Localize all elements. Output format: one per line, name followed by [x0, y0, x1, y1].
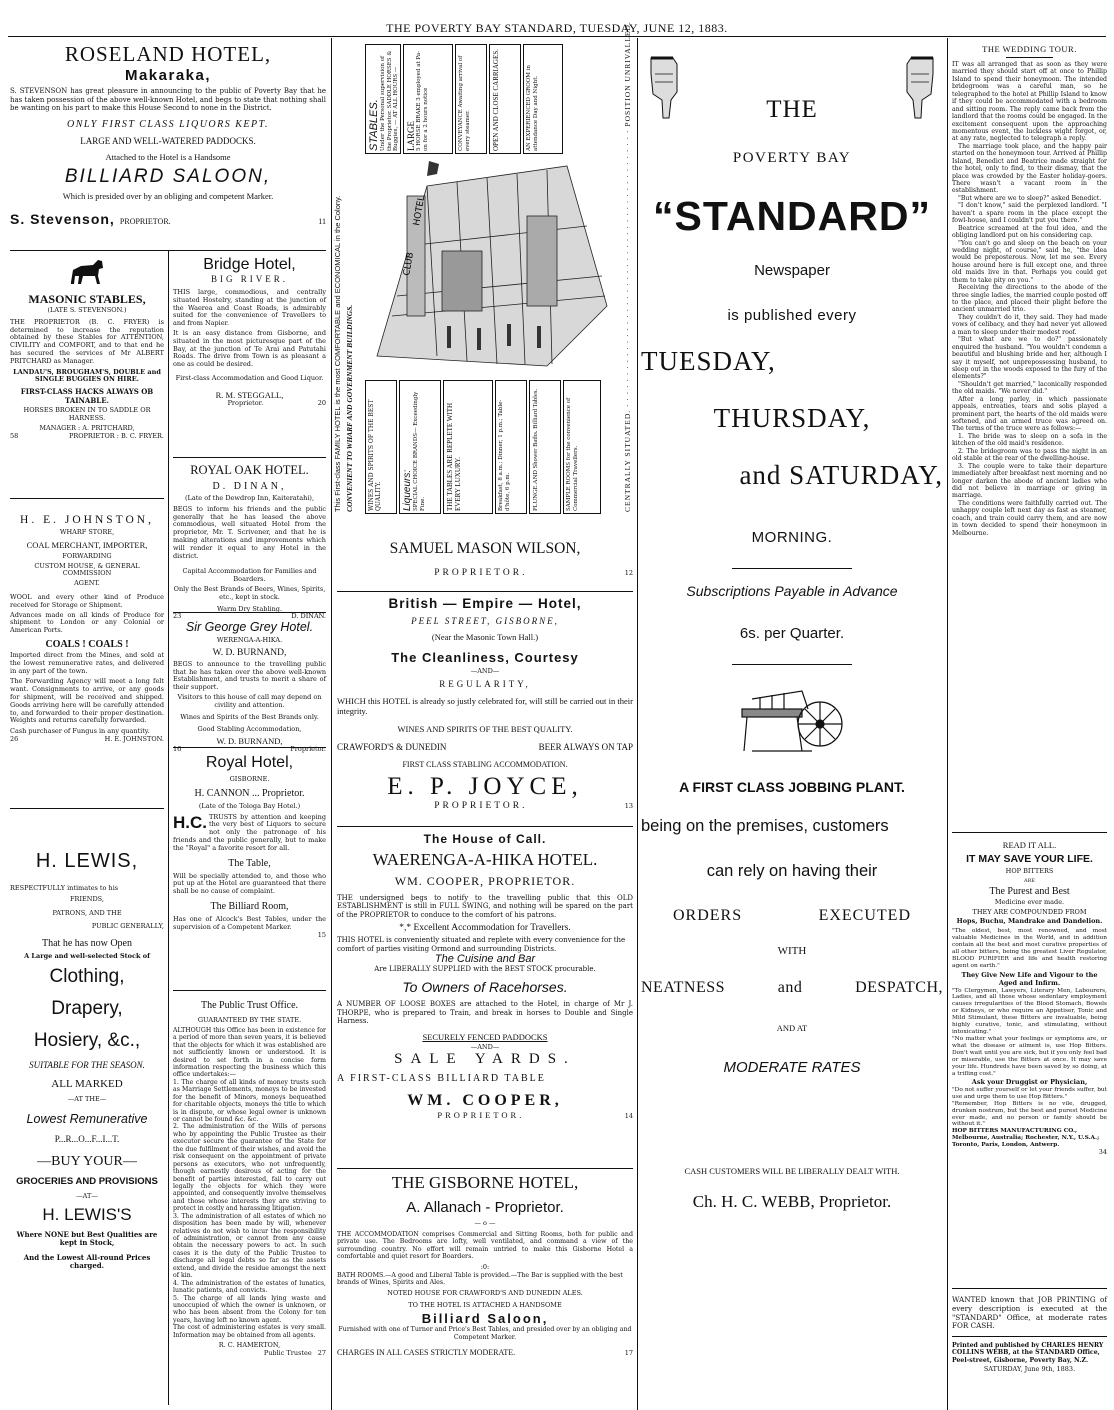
standard-cash: CASH CUSTOMERS WILL BE LIBERALLY DEALT WITH.	[684, 1166, 900, 1176]
brake-box	[403, 44, 453, 154]
standard-jobbing: A FIRST CLASS JOBBING PLANT.	[679, 779, 905, 795]
lewis-where: Where NONE but Best Qualities are kept in Stock,	[16, 1229, 158, 1248]
gisborne-furnished: Furnished with one of Turner and Price's Best Tables, and presided over by an obliging and Competent Marker.	[338, 1326, 632, 1342]
column-rule	[637, 38, 638, 1410]
hop-hop: HOP BITTERS	[1005, 867, 1054, 875]
trust-title: The Public Trust Office.	[200, 1000, 299, 1011]
masonic-proprietor: PROPRIETOR : B. C. FRYER.	[68, 431, 164, 440]
masonic-hacks: FIRST-CLASS HACKS ALWAYS OB TAINABLE.	[20, 387, 154, 405]
engraving-sign-club: CLUB	[402, 251, 417, 277]
gisborne-hotel-ad: THE GISBORNE HOTEL, A. Allanach - Proprietor. — o — THE ACCOMMODATION comprises Commercial and Sitting Rooms, both for public and private use. The Bedrooms are lofty, well ventilated, and command a view of the surrounding country. No effort will remain untried to make this Gisborne Hotel a comfortable and quiet resort for Boarders. :0: BATH ROOMS.—A good and Liberal Table is provided.—The Bar is supplied with the best brands of Wines, Spirits and Ales. NOTED HOUSE FOR CRAWFORD'S AND DUNEDIN ALES. TO THE HOTEL IS ATTACHED A HANDSOME Billiard Saloon, Furnished with one of Turner and Price's Best Tables, and presided over by an obliging and Competent Marker. CHARGES IN ALL CASES STRICTLY MODERATE. 17	[337, 1173, 633, 1357]
gisborne-body: THE ACCOMMODATION comprises Commercial and Sitting Rooms, both for public and private use. The Bedrooms are lofty, well ventilated, and command a view of the surrounding country. No effort will remain untried to make this Gisborne Hotel a comfortable and quiet resort for Boarders.	[337, 1230, 633, 1261]
johnston-title: H. E. JOHNSTON,	[20, 514, 154, 526]
standard-executed: EXECUTED	[818, 907, 911, 924]
royaloak-signature: D. DINAN.	[291, 612, 326, 621]
royal-late: (Late of the Tologa Bay Hotel.)	[198, 801, 301, 810]
wedding-title: THE WEDDING TOUR.	[982, 44, 1077, 54]
wedding-p13: 2. The bridegroom was to pass the night in an old stable at the rear of the dwelling-house.	[952, 447, 1107, 463]
ad-number: 15	[317, 930, 326, 939]
meals-box	[495, 380, 527, 514]
royaloak-brands: Only the Best Brands of Beers, Wines, Spirits, etc., kept in stock.	[173, 584, 326, 601]
royal-billiard: The Billiard Room,	[210, 900, 289, 912]
hop-purest: The Purest and Best	[989, 885, 1070, 897]
wedding-p8: They couldn't do it, they said. They had made vows of celibacy, and they had never yet allowed a man to sleep under their modest roof.	[952, 313, 1107, 336]
standard-rely: can rely on having their	[706, 862, 878, 880]
printing-press-icon	[641, 679, 943, 763]
divider	[173, 612, 326, 613]
ad-number: 12	[624, 569, 633, 577]
hop-remember: "Remember, Hop Bitters is no vile, drugged, drunken nostrum, but the best and purest Medicine ever made, and no person or family should be without it."	[952, 1100, 1107, 1128]
imprint-text: Printed and published by CHARLES HENRY COLLINS WEBB, at the STANDARD Office, Peel-street, Gisborne, Poverty Bay, N.Z.	[952, 1342, 1104, 1364]
gisborne-saloon: Billiard Saloon,	[421, 1311, 549, 1327]
lewis-and: And the Lowest All-round Prices charged.	[23, 1252, 151, 1271]
masonic-title: MASONIC STABLES,	[28, 292, 146, 306]
lewis-l1: RESPECTFULLY intimates to his	[10, 884, 119, 892]
trust-signature: R. C. HAMERTON,	[218, 1341, 281, 1350]
lewis-marked: ALL MARKED	[51, 1077, 123, 1090]
waerenga-cuisine: The Cuisine and Bar	[434, 952, 536, 965]
hop-may: IT MAY SAVE YOUR LIFE.	[966, 853, 1093, 865]
johnston-agency: The Forwarding Agency will meet a long felt want. Consignments to arrive, or any goods for shipment, will be received and shipped. Goods arriving here will be carefully attended to, and forwarded to their proper destination. Weights and returns carefully forwarded.	[10, 677, 164, 725]
johnston-coals: COALS ! COALS !	[45, 638, 129, 650]
trust-p6: 5. The charge of all lands lying waste and unoccupied of which the owner is unknown, or who has been absent from the Colony for ten years, having left no known agent.	[173, 1294, 326, 1324]
waerenga-prop: WM. COOPER, PROPRIETOR.	[394, 874, 576, 888]
position-label: POSITION UNRIVALLED.	[623, 21, 632, 127]
bridge-acc: First-class Accommodation and Good Liquor.	[175, 373, 324, 382]
johnston-signature: H. E. JOHNSTON.	[104, 734, 164, 743]
roseland-hotel-ad	[10, 42, 326, 228]
waerenga-owners: To Owners of Racehorses.	[402, 979, 568, 996]
royal-hc: H.C.	[173, 812, 207, 832]
divider	[337, 826, 633, 827]
wedding-p14: 3. The couple were to take their departure immediately after breakfast next morning and no longer darken the abode of ancient ladies who did not believe in marriage or giving in marriage.	[952, 462, 1107, 500]
top-info-boxes	[365, 44, 617, 154]
column-rule	[331, 38, 332, 1410]
british-near: (Near the Masonic Town Hall.)	[431, 632, 539, 642]
groom-box	[523, 44, 563, 154]
standard-advertisement	[641, 42, 943, 1404]
royal-sub: GISBORNE.	[229, 775, 270, 783]
ad-number: 58	[10, 431, 19, 440]
lewis-groceries: GROCERIES AND PROVISIONS	[16, 1175, 158, 1187]
masonic-sub: (LATE S. STEVENSON.)	[47, 306, 127, 314]
hop-co: HOP BITTERS MANUFACTURING CO., Melbourne, Australia; Rochester, N.Y., U.S.A.; Toronto, Paris, London, Antwerp.	[952, 1128, 1100, 1149]
wanted-text: WANTED known that JOB PRINTING of every description is executed at the "STANDARD" Office, at moderate rates FOR CASH.	[952, 1295, 1107, 1331]
standard-thursday: THURSDAY,	[713, 403, 871, 433]
ad-number: 26	[10, 734, 19, 743]
imprint-date: SATURDAY, June 9th, 1883.	[983, 1365, 1076, 1374]
trust-p2: 1. The charge of all kinds of money trusts such as Marriage Settlements, moneys to be invested for the benefit of Minors, moneys bequeathed for charitable objects, moneys the title to which is in dispute, or whose legal owner is unknown or cannot be found &c. &c.	[173, 1078, 326, 1124]
royal-table: The Table,	[228, 857, 271, 869]
masonic-horses: HORSES BROKEN IN TO SADDLE OR HARNESS.	[23, 406, 151, 423]
standard-subs: Subscriptions Payable in Advance	[686, 583, 898, 599]
tables-text: THE TABLES ARE REPLETE WITH EVERY LUXURY.	[446, 402, 462, 511]
liqueurs-box	[399, 380, 441, 514]
hop-suffer: "Do not suffer yourself or let your friends suffer, but use and urge them to use Hop Bitters."	[952, 1086, 1107, 1100]
standard-webb: Ch. H. C. WEBB, Proprietor.	[692, 1192, 892, 1211]
royal-title: Royal Hotel,	[205, 754, 294, 771]
british-joyce: E. P. JOYCE,	[387, 773, 583, 801]
lewis-l3: PATRONS, AND THE	[52, 908, 122, 917]
grey-body: BEGS to announce to the travelling public that he has taken over the above well-known Establishment, and trusts to merit a share of their support.	[173, 659, 326, 692]
roseland-paddocks: LARGE AND WELL-WATERED PADDOCKS.	[80, 135, 256, 146]
royal-body: TRUSTS by attention and keeping the very best of Liquors to secure not only the patronage of his friends and the public generally, but to make the "Royal" a favorite resort for all.	[173, 812, 326, 852]
ad-number: 17	[624, 1348, 633, 1357]
bridge-body2: It is an easy distance from Gisborne, and situated in the most picturesque part of the Bay, at the junction of Te Arai and Patutahi Roads. The drive from Town is as pleasant a one as could be desired.	[173, 328, 326, 369]
british-role: PROPRIETOR.	[434, 801, 528, 812]
engraving-sign-hotel: HOTEL	[412, 195, 428, 227]
waerenga-hotel-ad	[337, 832, 633, 1121]
divider	[173, 457, 326, 458]
lewis-title: H. LEWIS,	[35, 850, 139, 872]
wilson-role: PROPRIETOR.	[434, 568, 528, 578]
wedding-tour-article	[952, 44, 1107, 537]
wilson-name: SAMUEL MASON WILSON,	[389, 540, 581, 557]
hop-give: They Give New Life and Vigour to the Aged and Infirm.	[961, 970, 1098, 987]
bottom-info-boxes	[365, 380, 617, 514]
waerenga-excellent: *,* Excellent Accommodation for Travellers.	[399, 923, 571, 934]
sample-text: SAMPLE ROOMS for the convenience of Commercial Travellers.	[566, 397, 579, 511]
horse-text: 5 HORSE BRAKE 3 employed at Pa- on for a 2 hours notice	[416, 50, 429, 151]
liqueurs-title: Liqueurs:	[402, 469, 413, 511]
gisborne-noted: NOTED HOUSE FOR CRAWFORD'S AND DUNEDIN ALES.	[387, 1288, 583, 1297]
standard-title: “STANDARD”	[652, 193, 931, 239]
wedding-p15: The conditions were faithfully carried out. The unhappy couple left next day as fast as steamer, coach, and train could carry them, and are now in town decided to spend their honeymoon in Melbourne.	[952, 499, 1107, 537]
position-text: CENTRALLY SITUATED. · · · · · · · · · · · · · · · · · · · · · · · · · · · · · · · · · · · · · · · · · · · · POSITION UNRIVALLED.	[623, 21, 632, 512]
lewis-profit: P...R...O...F...I...T.	[54, 1133, 120, 1144]
standard-newspaper: Newspaper	[754, 262, 830, 279]
ad-number: 20	[317, 398, 326, 407]
johnston-imported: Imported direct from the Mines, and sold at the lowest remunerative rates, and delivered in any part of the town.	[10, 650, 164, 675]
lewis-buy: —BUY YOUR—	[37, 1153, 137, 1169]
divider	[952, 832, 1107, 833]
standard-published: is published every	[727, 307, 857, 324]
british-beer2: BEER ALWAYS ON TAP	[538, 742, 633, 753]
waerenga-role: PROPRIETOR.	[437, 1110, 525, 1121]
roseland-role: PROPRIETOR.	[119, 216, 171, 226]
hop-ingredients: Hops, Buchu, Mandrake and Dandelion.	[956, 917, 1103, 926]
carriages-text: OPEN AND CLOSE CARRIAGES.	[492, 49, 500, 151]
stables-title: STABLES.	[368, 99, 380, 151]
roseland-place: Makaraka,	[124, 67, 212, 84]
lewis-lewiss: H. LEWIS'S	[42, 1204, 132, 1224]
wines-box	[365, 380, 397, 514]
divider	[337, 591, 633, 592]
wedding-p9: "But what are we to do?" passionately enquired the husband. "You wouldn't condemn a beautiful and blushing bride and her, although I say it myself, not unprepossessing husband, to sleep out in the woods exposed to the fury of the elements?"	[952, 336, 1107, 381]
hop-oldest: "The oldest, best, most renowned, and most valuable Medicines in the World, and in addition contain all the best and most curative properties of all other bitters, being the greatest Liver Regulator, BLOOD PURIFIER and life and health restoring agent on earth."	[952, 928, 1107, 969]
johnston-fwd: FORWARDING	[62, 551, 112, 560]
grey-title: Sir George Grey Hotel.	[185, 620, 314, 634]
johnston-ad	[10, 514, 164, 744]
wedding-p12: 1. The bride was to sleep on a sofa in the kitchen of the old maid's residence.	[952, 432, 1107, 448]
wedding-p3: "But where are we to sleep?" asked Benedict.	[958, 194, 1102, 202]
hop-bitters-ad	[952, 840, 1107, 1157]
trust-p7: The cost of administering estates is very small. Information may be obtained from all agents.	[173, 1324, 326, 1339]
ad-number: 34	[1098, 1148, 1107, 1157]
british-empire-ad	[337, 596, 633, 811]
gisborne-title: THE GISBORNE HOTEL,	[391, 1173, 579, 1192]
roseland-liquors: ONLY FIRST CLASS LIQUORS KEPT.	[67, 118, 269, 130]
waerenga-conv: THIS HOTEL is conveniently situated and replete with every convenience for the comfort of parties visiting Ormond and surrounding Districts.	[337, 936, 626, 953]
trust-role: Public Trustee	[263, 1348, 312, 1357]
ad-number: 14	[624, 1112, 633, 1121]
divider	[952, 1336, 1107, 1337]
roseland-attached: Attached to the Hotel is a Handsome	[105, 151, 231, 162]
standard-and: and	[777, 979, 803, 996]
waerenga-body: THE undersigned begs to notify to the travelling public that this OLD ESTABLISHMENT is still in FULL SWING, and nothing will be spared on the part of the PROPRIETOR to conduce to the comfort of his patrons.	[337, 894, 633, 919]
bridge-signature: R. M. STEGGALL,	[215, 389, 284, 400]
standard-morning: MORNING.	[751, 529, 833, 546]
central-text: CENTRALLY SITUATED.	[623, 409, 632, 512]
waerenga-and: —AND—	[470, 1042, 500, 1051]
wedding-p6: "You can't go and sleep on the beach on your wedding night, of course," said he, "the idea would be preposterous. Now, let me see. Every house around here is full except one, and three old maids live in that. Perhaps you could get them to take pity on you."	[952, 239, 1107, 284]
royaloak-title: ROYAL OAK HOTEL.	[190, 463, 309, 477]
british-street: PEEL STREET, GISBORNE,	[411, 616, 559, 626]
hop-compounded: THEY ARE COMPOUNDED FROM	[972, 907, 1087, 916]
sir-george-grey-ad	[173, 620, 326, 754]
masthead-rule	[8, 36, 1106, 37]
plunge-box	[529, 380, 561, 514]
divider	[173, 990, 326, 991]
wedding-p10: "Shouldn't get married," laconically responded the old maids. "We never did."	[952, 380, 1107, 396]
conveyance-text: CONVEYANCE Awaiting arrival of every steamer.	[458, 55, 471, 151]
roseland-title: ROSELAND HOTEL,	[64, 42, 272, 66]
british-stabling: FIRST CLASS STABLING ACCOMMODATION.	[402, 760, 568, 770]
standard-orders: ORDERS	[673, 907, 743, 924]
grey-signature: W. D. BURNAND,	[216, 736, 283, 747]
divider	[337, 1168, 633, 1169]
trust-p3: 2. The administration of the Wills of persons who by appointing the Public Trustee as their executor secure the guarantee of the State for the due fulfilment of their wishes, and avoid the risk consequent on the appointment of private persons as executors, who not unfrequently, though earnestly desirous of acting for the benefit of parties interested, fail to carry out legally the objects for which they were appointed, and consequently involve themselves and those whose interests they are striving to protect in costly and harassing litigation.	[173, 1123, 326, 1213]
stables-body: Under the Personal supervision of the Proprietor. SADDLE HORSES & Buggies, — AT ALL HOURS —	[380, 50, 400, 151]
imprint	[952, 1342, 1107, 1374]
roseland-marker: Which is presided over by an obliging and competent Marker.	[62, 190, 274, 201]
bridge-sub: BIG RIVER.	[211, 274, 288, 284]
masonic-manager: MANAGER : A. PRITCHARD,	[39, 423, 135, 432]
carriages-box	[489, 44, 521, 154]
sample-box	[563, 380, 601, 514]
grey-visitors: Visitors to this house of call may depend on civility and attention.	[177, 692, 322, 709]
lewis-l6: A Large and well-selected Stock of	[24, 952, 150, 961]
standard-despatch: DESPATCH,	[855, 979, 943, 996]
grey-stabling: Good Stabling Accommodation,	[197, 725, 302, 734]
waerenga-loose: A NUMBER OF LOOSE BOXES are attached to the Hotel, in charge of Mr J. THORPE, who is prepared to Train, and break in horses to Double and Single Harness.	[337, 1000, 633, 1026]
gisborne-sep: :0:	[480, 1262, 490, 1271]
british-wines: WINES AND SPIRITS OF THE BEST QUALITY.	[397, 724, 573, 735]
ad-number: 23	[173, 612, 182, 621]
roseland-billiard: BILLIARD SALOON,	[64, 165, 272, 187]
bridge-role: Proprietor.	[227, 398, 264, 407]
divider	[10, 250, 326, 251]
standard-price: 6s. per Quarter.	[739, 625, 845, 642]
gisborne-attached: TO THE HOTEL IS ATTACHED A HANDSOME	[408, 1300, 562, 1309]
lewis-l2: FRIENDS,	[70, 894, 104, 903]
waerenga-paddocks: SECURELY FENCED PADDOCKS	[422, 1031, 548, 1042]
grey-name: W. D. BURNAND,	[212, 647, 287, 658]
royal-oak-ad	[173, 463, 326, 621]
gisborne-charges: CHARGES IN ALL CASES STRICTLY MODERATE.	[337, 1347, 516, 1357]
standard-neatness: NEATNESS	[641, 979, 726, 996]
lewis-clothing: Clothing,	[49, 965, 125, 987]
british-cleanliness: The Cleanliness, Courtesy	[391, 650, 579, 665]
stables-box	[365, 44, 401, 154]
ad-number: 13	[624, 802, 633, 811]
grey-role: Proprietor.	[290, 745, 326, 754]
johnston-advances: Advances made on all kinds of Produce for shipment to London or any Colonial or American Ports.	[10, 610, 164, 635]
lewis-ad	[10, 850, 164, 1271]
standard-the: THE	[766, 96, 818, 123]
trust-p4: 3. The administration of all estates of which no disposition has been made by will, whenever relatives do not wish to incur the responsibility of administration, or cannot from any cause obtain the necessary powers to act. In such cases it is the duty of the Public Trustee to discharge all legal debts so far as the assets extend, and divide the residue amongst the next of kin.	[173, 1212, 326, 1280]
roseland-signature: S. Stevenson,	[10, 210, 115, 227]
wedding-p4: "I don't know," said the perplexed landlord. "I haven't a spare room in the place except the fowl-house, and I couldn't put you there."	[952, 202, 1107, 225]
gisborne-bath: BATH ROOMS.—A good and Liberal Table is provided.—The Bar is supplied with the best brands of Wines, Spirits and Ales.	[337, 1271, 623, 1287]
standard-saturday: and SATURDAY,	[739, 460, 943, 490]
ad-number: 16	[173, 745, 182, 754]
trust-guar: GUARANTEED BY THE STATE.	[197, 1016, 302, 1024]
hotel-engraving-image	[367, 156, 617, 376]
pointing-hand-icon-left	[643, 54, 687, 124]
public-trust-ad	[173, 1000, 326, 1358]
royaloak-stabling: Warm Dry Stabling.	[216, 604, 283, 613]
lewis-l5: That he has now Open	[42, 938, 132, 950]
royaloak-name: D. DINAN,	[212, 481, 287, 492]
family-text: This First-class FAMILY HOTEL is the most COMFORTABLE and ECONOMICAL in the Colony.	[333, 195, 342, 512]
hop-are: ARE	[1023, 877, 1036, 884]
special-text: SPECIAL CHOICE BRANDS— Exceedingly Fine.	[413, 391, 426, 511]
british-beer1: CRAWFORD'S & DUNEDIN	[337, 742, 447, 753]
grey-sub: WERENGA-A-HIKA.	[216, 636, 283, 644]
johnston-wool: WOOL and every other kind of Produce received for Storage or Shipment.	[10, 592, 164, 609]
hop-clergy: "To Clergymen, Lawyers, Literary Men, Labourers, Ladies, and all those whose sedentary employment causes irregularities of the Blood Stomach, Bowels or Kidneys, or who require an Appetiser, Tonic and Mild Stimulant, these Bitters are invaluable, being highly curative, tonic, and stimulating, without intoxicating."	[952, 987, 1107, 1036]
hop-read: READ IT ALL.	[1002, 840, 1057, 850]
royal-billiard-body: Has one of Alcock's Best Tables, under the supervision of a Competent Marker.	[173, 914, 326, 931]
wedding-p2: The marriage took place, and the happy pair started on the honeymoon tour. Arrived at Phillip Island, Benedict and Beatrice made straight for the hotel, only to find, to their dismay, that the place was crowded by the Easter holiday-goers. There wasn't a vacant room in the establishment.	[952, 142, 1107, 195]
grey-wines: Wines and Spirits of the Best Brands only.	[180, 712, 319, 721]
standard-tuesday: TUESDAY,	[641, 346, 776, 376]
wines-text: WINES AND SPIRITS OF THE BEST QUALITY.	[368, 399, 383, 511]
trust-p1: ALTHOUGH this Office has been in existence for a period of more than seven years, it is believed that the objects for which it was established are not sufficiently known or understood. It is desired to set forth in a concise form information respecting the business which this office undertakes:—	[173, 1026, 326, 1079]
royal-hotel-ad	[173, 754, 326, 939]
royaloak-capital: Capital Accommodation for Families and Boarders.	[182, 567, 317, 584]
large-label: LARGE	[406, 121, 416, 151]
british-and: —AND—	[470, 667, 500, 675]
wanted-notice	[952, 1296, 1107, 1331]
bridge-title: Bridge Hotel,	[203, 256, 296, 273]
bridge-hotel-ad	[173, 256, 326, 408]
bridge-body: THIS large, commodious, and centrally situated Hostelry, standing at the junction of the Waerea and Coast Roads, is admirably suited for the convenience of Travellers to and from Napier.	[173, 288, 326, 328]
johnston-fungus: Cash purchaser of Fungus in any quantity.	[10, 727, 150, 736]
wedding-p1: IT was all arranged that as soon as they were married they should start off at once to Phillip Island to spend their honeymoon. The intended bridegroom was a careful man, so he telegraphed to the hotel at Phillip Island to know if they could be accommodated with a bedroom and sitting room. The reply came back from the landlord that the rooms could be engaged. In the excitement consequent upon the approaching momentous event, the luckless wight forgot, or, at any rate, neglected to telegraph a reply.	[952, 61, 1107, 143]
hop-ask: Ask your Druggist or Physician,	[971, 1077, 1088, 1086]
wilson-ad	[337, 540, 633, 578]
waerenga-signature: WM. COOPER,	[407, 1092, 563, 1110]
royaloak-sub: (Late of the Dewdrop Inn, Kaiteratahi),	[184, 494, 315, 502]
hop-matter: "No matter what your feelings or symptoms are, or what the disease or ailment is, use Hop Bitters. Don't wait until you are sick, but if you only feel bad or miserable, use the Bitters at once. It may save your life. Hundreds have been saved by so doing, at a trifling cost."	[952, 1036, 1107, 1077]
column-rule-inner	[168, 250, 169, 1405]
johnston-agent: AGENT.	[74, 579, 100, 588]
wedding-p11: After a long parley, in which passionate appeals, entreaties, tears and sobs played a prominent part, the hearts of the old maids were softened, and an armed truce was agreed on. The terms of the truce were as follows:—	[952, 395, 1107, 433]
convenient-text: CONVENIENT TO WHARF AND GOVERNMENT BUILDINGS.	[345, 304, 354, 512]
trust-p5: 4. The administration of the estates of lunatics, lunatic patients, and convicts.	[173, 1279, 326, 1295]
british-title: British — Empire — Hotel,	[388, 596, 582, 611]
british-body: WHICH this HOTEL is already so justly celebrated for, will still be carried out in their integrity.	[337, 695, 633, 716]
lewis-at: —AT—	[76, 1191, 98, 1200]
masonic-stables-ad	[10, 256, 164, 440]
ad-number: 11	[318, 216, 326, 226]
wedding-p5: Beatrice screamed at the foul idea, and the obliging landlord put on his considering cap.	[952, 224, 1107, 240]
divider	[952, 1288, 1107, 1289]
divider	[10, 498, 164, 499]
standard-andat: AND AT	[776, 1023, 808, 1033]
johnston-wharf: WHARF STORE,	[59, 528, 115, 536]
masonic-landaus: LANDAU'S, BROUGHAM'S, DOUBLE and SINGLE BUGGIES ON HIRE.	[13, 367, 161, 384]
lewis-lowest: Lowest Remunerative	[26, 1111, 148, 1126]
masthead: THE POVERTY BAY STANDARD, TUESDAY, JUNE 12, 1883.	[386, 21, 728, 35]
waerenga-call: The House of Call.	[423, 832, 547, 846]
lewis-drapery: Drapery,	[51, 997, 123, 1019]
pointing-hand-icon-right	[897, 54, 941, 124]
wedding-p7: Receiving the directions to the abode of the three single ladies, the married couple posted off to the place, and placed their plight before the ancient unmarried trio.	[952, 284, 1107, 314]
waerenga-supplied: Are LIBERALLY SUPPLIED with the BEST STOCK procurable.	[374, 964, 596, 973]
royal-table-body: Will be specially attended to, and those who put up at the Hotel are guaranteed that there shall be no cause of complaint.	[173, 871, 326, 896]
plunge-text: PLUNGE AND Shower Baths. Billiard Tables.	[532, 388, 539, 511]
hop-medicine: Medicine ever made.	[994, 897, 1065, 906]
conveyance-box	[455, 44, 487, 154]
column-rule	[947, 38, 948, 1410]
roseland-body: S. STEVENSON has great pleasure in announcing to the public of Poverty Bay that he has taken possession of the above well-known Hotel, and begs to state that nothing shall be wanting on his part to make this House Second to none in the District.	[10, 87, 326, 113]
ad-number: 27	[317, 1348, 326, 1357]
waerenga-sale: SALE YARDS.	[394, 1051, 576, 1068]
lewis-hosiery: Hosiery, &c.,	[33, 1029, 141, 1051]
groom-text: AN EXPERIENCED GROOM in attendance Day and Night.	[526, 65, 539, 151]
meals-text: Breakfast, 8 a.m.; Dinner, 1 p.m.; Table-d'hôte, 6 p.m.	[498, 399, 511, 511]
standard-moderate: MODERATE RATES	[723, 1059, 861, 1076]
standard-being: being on the premises, customers	[641, 817, 889, 835]
standard-pb: POVERTY BAY	[732, 150, 852, 166]
masonic-body: THE PROPRIETOR (B. C. FRYER) is determined to increase the reputation obtained by these Stables for ATTENTION, CIVILITY and COMFORT, and to that end he has secured the services of Mr ALBERT PRITCHARD as Manager.	[10, 317, 164, 365]
british-regularity: REGULARITY,	[439, 678, 531, 689]
royaloak-body: BEGS to inform his friends and the public generally that he has leased the above commodious, well situated Hotel from the proprietor, Mr. T. Scrivener, and that he is making alterations and improvements which will render it equal to any Hotel in the district.	[173, 504, 326, 560]
waerenga-billiard: A FIRST-CLASS BILLIARD TABLE	[337, 1073, 546, 1085]
horse-icon	[10, 256, 164, 292]
waerenga-title: WAERENGA-A-HIKA HOTEL.	[372, 850, 598, 869]
gisborne-sub: A. Allanach - Proprietor.	[406, 1199, 564, 1216]
johnston-coal: COAL MERCHANT, IMPORTER,	[26, 539, 148, 550]
lewis-l4: PUBLIC GENERALLY,	[91, 922, 164, 931]
divider	[173, 747, 326, 748]
divider	[10, 808, 164, 809]
tables-box	[443, 380, 493, 514]
lewis-suitable: SUITABLE FOR THE SEASON.	[29, 1059, 145, 1070]
lewis-at-the: —AT THE—	[67, 1094, 107, 1103]
johnston-customs: CUSTOM HOUSE, & GENERAL COMMISSION	[34, 561, 140, 578]
royal-name: H. CANNON ... Proprietor.	[194, 787, 305, 799]
standard-with: WITH	[777, 945, 807, 957]
